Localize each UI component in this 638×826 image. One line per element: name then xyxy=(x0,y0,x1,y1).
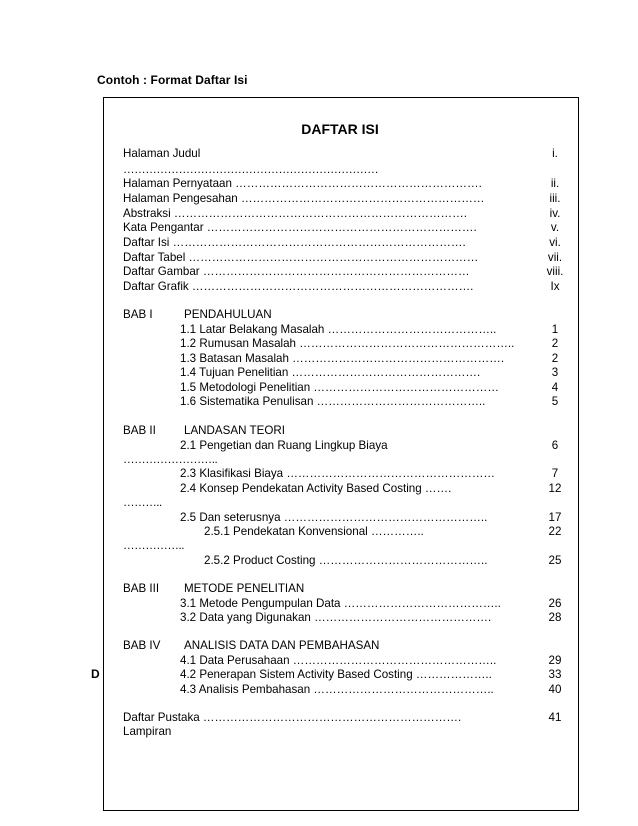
caption: Contoh : Format Daftar Isi xyxy=(97,73,248,87)
toc-entry-label: Daftar Isi …………………………………………………………………. xyxy=(123,236,466,249)
toc-entry-label: 4.3 Analisis Pembahasan ……………………………………….. xyxy=(180,683,494,696)
chapter-number: BAB IV xyxy=(123,639,161,652)
toc-entry-label: 2.5.2 Product Costing …………………………………….. xyxy=(204,554,488,567)
toc-entry-page: viii. xyxy=(546,265,564,278)
toc-entry-label: 2.1 Pengetian dan Ruang Lingkup Biaya xyxy=(180,439,388,452)
toc-entry-page: iv. xyxy=(549,207,561,220)
toc-entry-page: 3 xyxy=(551,366,559,379)
toc-entry-page: vi. xyxy=(549,236,561,249)
toc-entry-label: Daftar Pustaka …………………………………………………………. xyxy=(123,711,462,724)
toc-entry-page: 12 xyxy=(548,482,562,495)
toc-entry-label: Daftar Grafik ………………………………………………………………. xyxy=(123,280,474,293)
toc-entry-label: Kata Pengantar ……………………………………………………………. xyxy=(123,221,477,234)
toc-entry-dots: …………….. xyxy=(123,539,184,552)
toc-entry-page: vii. xyxy=(547,251,563,264)
toc-entry-label: 3.1 Metode Pengumpulan Data ………………………………….. xyxy=(180,597,501,610)
toc-entry-label: Abstraksi …………………………………………………………………. xyxy=(123,207,467,220)
toc-entry-dots: ……….. xyxy=(123,496,162,509)
toc-entry-label: 3.2 Data yang Digunakan ………………………………………. xyxy=(180,611,492,624)
toc-entry-label: Halaman Pernyataan ………………………………………………………. xyxy=(123,177,482,190)
toc-entry-label: 1.3 Batasan Masalah ………………………………………………. xyxy=(180,352,505,365)
toc-entry-label: 2.3 Klasifikasi Biaya ……………………………………………… xyxy=(180,467,496,480)
toc-entry-page: 4 xyxy=(551,381,559,394)
chapter-title: PENDAHULUAN xyxy=(184,308,272,321)
toc-entry-label: 1.4 Tujuan Penelitian …………………………………………. xyxy=(180,366,481,379)
chapter-title: METODE PENELITIAN xyxy=(184,582,305,595)
toc-entry-label: Lampiran xyxy=(123,725,172,738)
toc-entry-page: 29 xyxy=(548,654,562,667)
toc-entry-page: 17 xyxy=(548,511,562,524)
chapter-title: ANALISIS DATA DAN PEMBAHASAN xyxy=(184,639,380,652)
toc-entry-page: 33 xyxy=(548,668,562,681)
toc-entry-label: 1.1 Latar Belakang Masalah …………………………………….. xyxy=(180,323,497,336)
toc-entry-page: 6 xyxy=(551,439,559,452)
toc-entry-label: 1.5 Metodologi Penelitian ………………………………………… xyxy=(180,381,499,394)
page-title: DAFTAR ISI xyxy=(301,121,379,137)
toc-entry-label: 4.2 Penerapan Sistem Activity Based Costing ……………….. xyxy=(180,668,492,681)
chapter-number: BAB II xyxy=(123,424,156,437)
toc-entry-label: 4.1 Data Perusahaan …………………………………………….. xyxy=(180,654,497,667)
toc-entry-page: 28 xyxy=(548,611,562,624)
toc-entry-label: 1.6 Sistematika Penulisan …………………………………….. xyxy=(180,395,486,408)
toc-entry-label: 2.4 Konsep Pendekatan Activity Based Costing ……. xyxy=(180,482,452,495)
toc-entry-page: i. xyxy=(552,147,558,160)
toc-entry-label: Daftar Gambar …………………………………………………………… xyxy=(123,265,470,278)
toc-entry-page: iii. xyxy=(549,192,561,205)
toc-entry-page: v. xyxy=(550,221,560,234)
toc-entry-page: 7 xyxy=(551,467,559,480)
toc-entry-page: ii. xyxy=(550,177,560,190)
toc-entry-label: Daftar Tabel ………………………………………………………………… xyxy=(123,251,479,264)
toc-entry-page: 2 xyxy=(551,337,559,350)
chapter-number: BAB III xyxy=(123,582,160,595)
toc-entry-page: 41 xyxy=(548,711,562,724)
toc-entry-page: 2 xyxy=(551,352,559,365)
toc-entry-dots: …………………….. xyxy=(123,453,218,466)
toc-entry-label: Halaman Judul xyxy=(123,147,201,160)
toc-entry-label: 2.5 Dan seterusnya …………………………………………….. xyxy=(180,511,488,524)
toc-entry-page: 5 xyxy=(551,395,559,408)
toc-entry-label: Halaman Pengesahan ……………………………………………………… xyxy=(123,192,485,205)
chapter-title: LANDASAN TEORI xyxy=(184,424,285,437)
toc-entry-label: 2.5.1 Pendekatan Konvensional ………….. xyxy=(204,525,424,538)
stray-letter: D xyxy=(91,667,100,681)
chapter-number: BAB I xyxy=(123,308,153,321)
toc-entry-label: 1.2 Rumusan Masalah ……………………………………………….. xyxy=(180,337,515,350)
toc-entry-page: 22 xyxy=(548,525,562,538)
toc-entry-page: 1 xyxy=(551,323,559,336)
toc-entry-page: 26 xyxy=(548,597,562,610)
toc-entry-page: 40 xyxy=(548,683,562,696)
toc-entry-dots: …………………………………………………………… xyxy=(123,163,379,176)
toc-entry-page: Ix xyxy=(550,280,560,293)
toc-entry-page: 25 xyxy=(548,554,562,567)
